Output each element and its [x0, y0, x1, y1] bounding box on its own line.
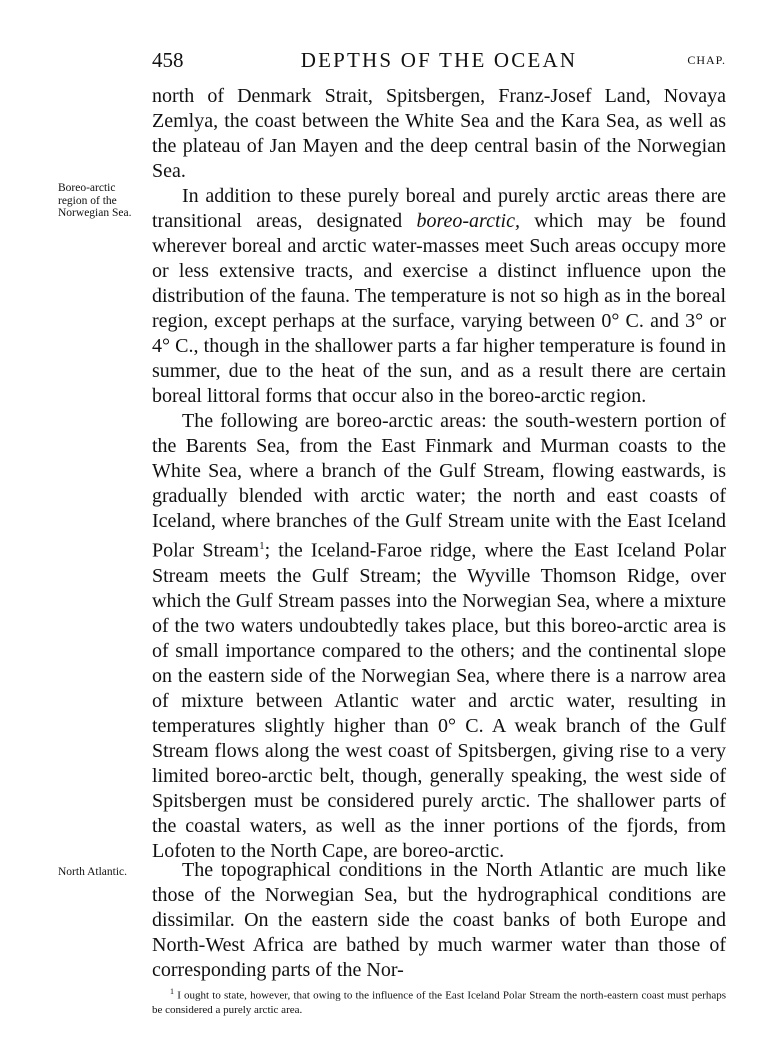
paragraph-3-text-b: ; the Iceland-Faroe ridge, where the East Iceland Polar Stream meets the Gulf Stream; the Wyville Thomson Ridge, over which the Gulf Stream passes into the Norwegian Sea, where a mixture of the two waters undoubtedly takes place, but this boreo-arctic area is of small importance compared to the others; and the continental slope on the eastern side of the Norwegian Sea, where there is a narrow area of mixture between Atlantic water and arctic water, resulting in temperatures slightly higher than 0° C. A weak branch of the Gulf Stream flows along the west coast of Spitsbergen, giving rise to a very limited boreo-arctic belt, though, generally speaking, the west side of Spitsbergen must be considered purely arctic. The shallower parts of the coastal waters, as well as the inner portions of the fjords, from Lofoten to the North Cape, are boreo-arctic. — [152, 539, 726, 862]
paragraph-3-text-a: The following are boreo-arctic areas: the south-western portion of the Barents Sea, from the East Finmark and Murman coasts to the White Sea, where a branch of the Gulf Stream, flowing eastwards, is gradually blended with arctic water; the north and east coasts of Iceland, where branches of the Gulf Stream unite with the East Iceland Polar Stream — [152, 410, 726, 562]
page-header — [152, 48, 726, 78]
paragraph-2 — [152, 184, 726, 409]
page-number: 458 — [152, 48, 184, 72]
paragraph-1: north of Denmark Strait, Spitsbergen, Franz-Josef Land, Novaya Zemlya, the coast between the White Sea and the Kara Sea, as well as the plateau of Jan Mayen and the deep central basin of the Norwegian Sea. — [152, 85, 726, 182]
paragraph-2-text-b: which may be found wherever boreal and arctic water-masses meet Such areas occupy more or less extensive tracts, and exercise a distinct influence upon the distribution of the fauna. The temperature is not so high as in the boreal region, except perhaps at the surface, varying between 0° C. and 3° or 4° C., though in the shallower parts a far higher temperature is found in summer, due to the heat of the sun, and as a result there are certain boreal littoral forms that occur also in the boreo-arctic region. — [152, 210, 726, 407]
footnote-marker[interactable]: 1 — [259, 540, 265, 552]
term-boreo-arctic: boreo-arctic, — [416, 210, 520, 232]
margin-note-boreo-arctic: Boreo-arctic region of the Norwegian Sea. — [58, 182, 132, 219]
body-block-2 — [152, 858, 726, 983]
footnote — [152, 985, 726, 1017]
chapter-abbreviation: CHAP. — [687, 53, 726, 67]
paragraph-2-text-a: In addition to these purely boreal and purely arctic areas there are transitional areas, designated — [152, 185, 726, 232]
paragraph-3 — [152, 409, 726, 864]
body-block-1 — [152, 84, 726, 864]
running-title: DEPTHS OF THE OCEAN — [300, 48, 578, 72]
footnote-number: 1 — [170, 987, 174, 996]
footnote-text: I ought to state, however, that owing to the influence of the East Iceland Polar Stream the north-eastern coast must perhaps be considered a purely arctic area. — [152, 989, 727, 1016]
paragraph-4: The topographical conditions in the North Atlantic are much like those of the Norwegian Sea, but the hydrographical conditions are dissimilar. On the eastern side the coast banks of both Europe and North-West Africa are bathed by much warmer water than those of corresponding parts of the Nor- — [152, 859, 726, 981]
margin-note-north-atlantic: North Atlantic. — [58, 866, 127, 878]
